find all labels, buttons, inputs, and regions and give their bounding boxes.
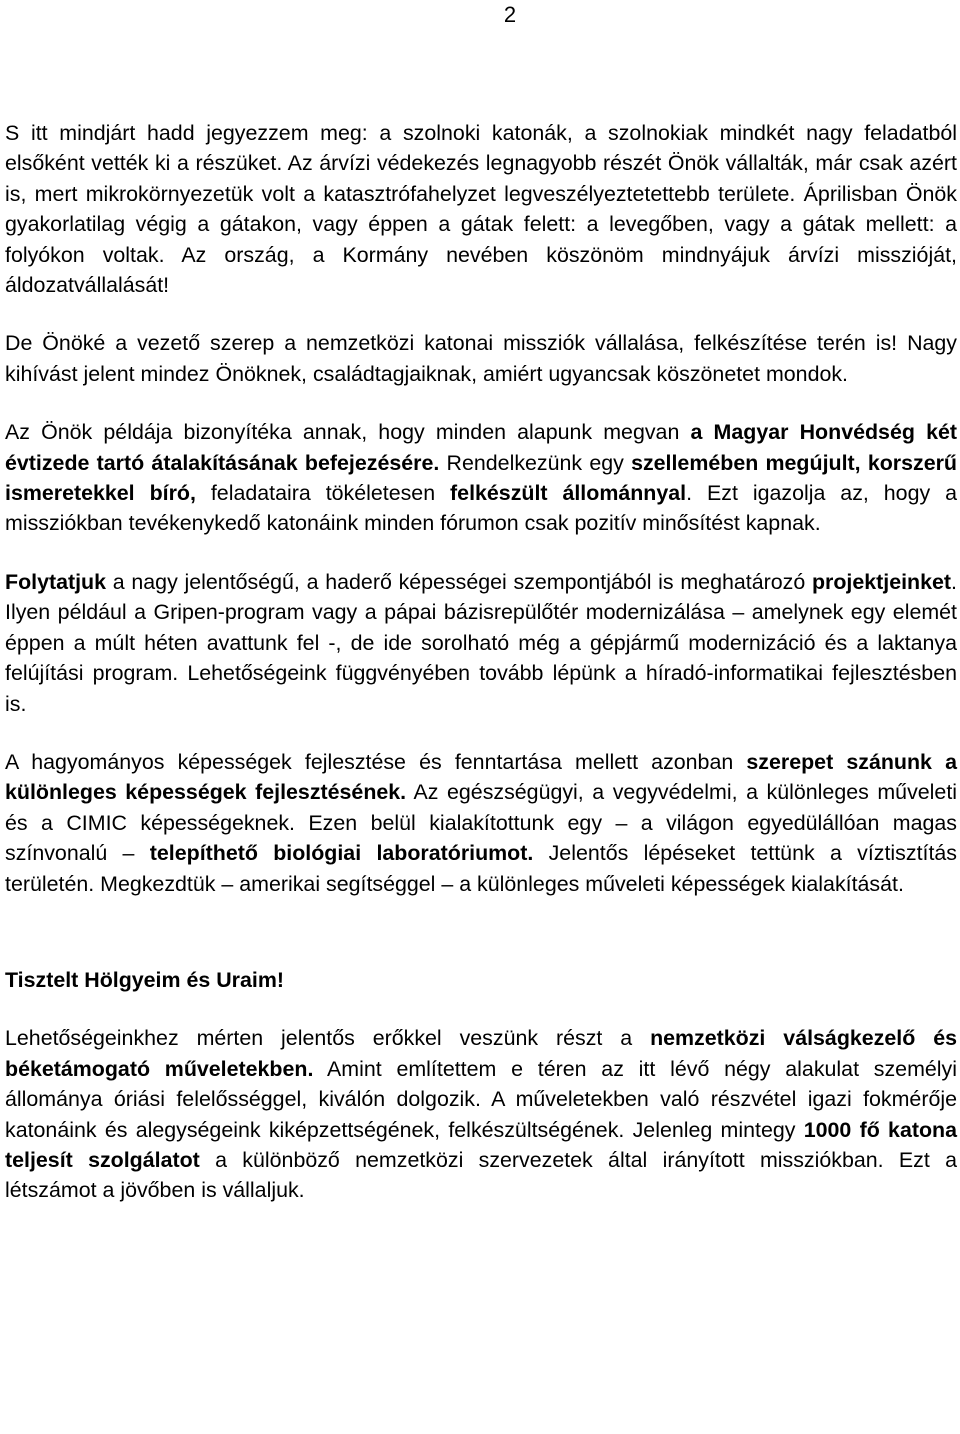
bold-text-segment: nemzetközi válságkezelő és béketámogató műveletekben. (5, 1026, 957, 1081)
text-segment: A hagyományos képességek fejlesztése és fenntartása mellett azonban (5, 749, 747, 774)
bold-text-segment: a Magyar Honvédség két évtizede tartó átalakításának befejezésére. (5, 420, 957, 475)
text-segment: Amint említettem e téren az itt lévő négy alakulat személyi állománya óriási felelősséggel, kiválón dolgozik. A műveletekben való részvétel igazi fokmérője katonáink és alegységeink kiképzettségének, felkészültségének. Jelenleg mintegy (5, 1056, 957, 1142)
bold-text-segment: projektjeinket (811, 569, 952, 594)
text-segment: a különböző nemzetközi szervezetek által irányított missziókban. Ezt a létszámot a jövőben is vállaljuk. (5, 1147, 957, 1203)
document-body (5, 118, 957, 1234)
text-segment: Jelentős lépéseket tettünk a víztisztítás területén. Megkezdtük – amerikai segítséggel – a különleges műveleti képességek kialakítását. (5, 841, 957, 896)
text-segment: De Önöké a vezető szerep a nemzetközi katonai missziók vállalása, felkészítése terén is! Nagy kihívást jelent mindez Önöknek, családtagjaiknak, amiért ugyancsak köszönetet mondok. (5, 331, 957, 386)
paragraph-3 (5, 417, 957, 539)
bold-text-segment: felkészült állománnyal (450, 481, 687, 506)
paragraph-6 (5, 1023, 957, 1205)
text-segment: . Ezt igazolja az, hogy a missziókban tevékenykedő katonáink minden fórumon csak pozitív minősítést kapnak. (5, 481, 958, 536)
text-segment: a nagy jelentőségű, a haderő képességei szempontjából is meghatározó (106, 569, 812, 594)
bold-text-segment: 1000 fő katona teljesít szolgálatot (5, 1117, 958, 1172)
bold-text-segment: Folytatjuk (5, 569, 107, 594)
bold-text-segment: szellemében megújult, korszerű ismeretekkel bíró, (5, 450, 957, 506)
text-segment: Az Önök példája bizonyítéka annak, hogy minden alapunk megvan (5, 420, 691, 445)
bold-text-segment: szerepet szánunk a különleges képességek fejlesztésének. (5, 749, 957, 805)
text-segment: S itt mindjárt hadd jegyezzem meg: a szolnoki katonák, a szolnokiak mindkét nagy feladatból elsőként vették ki a részüket. Az árvízi védekezés legnagyobb részét Önök vállalták, már csak azért is, mert mikrokörnyezetük volt a katasztrófahelyzet legveszélyeztetettebb területe. Áprilisban Önök gyakorlatilag végig a gátakon, vagy éppen a gátak felett: a levegőben, vagy a gátak mellett: a folyókon voltak. Az ország, a Kormány nevében köszönöm mindnyájuk árvízi misszióját, áldozatvállalását! (5, 121, 957, 298)
paragraph-5 (5, 747, 957, 899)
text-segment: Lehetőségeinkhez mérten jelentős erőkkel veszünk részt a (5, 1026, 651, 1051)
text-segment: . Ilyen például a Gripen-program vagy a pápai bázisrepülőtér modernizálása – amelynek egy elemét éppen a múlt héten avattunk fel -, de ide sorolható még a gépjármű modernizáció és a laktanya felújítási program. Lehetőségeink függvényében tovább lépünk a híradó-informatikai fejlesztésben is. (5, 569, 957, 716)
text-segment: feladataira tökéletesen (195, 481, 451, 506)
text-segment: Az egészségügyi, a vegyvédelmi, a különleges műveleti és a CIMIC képességeknek. Ezen belül kialakítottunk egy – a világon egyedülállóan magas színvonalú – (5, 780, 958, 866)
paragraph-1 (5, 118, 957, 300)
paragraph-2 (5, 328, 957, 389)
text-segment: Rendelkezünk egy (439, 450, 632, 475)
salutation-heading: Tisztelt Hölgyeim és Uraim! (5, 967, 284, 992)
page-number: 2 (503, 2, 517, 27)
paragraph-4 (5, 567, 957, 719)
bold-text-segment: telepíthető biológiai laboratóriumot. (149, 841, 534, 866)
